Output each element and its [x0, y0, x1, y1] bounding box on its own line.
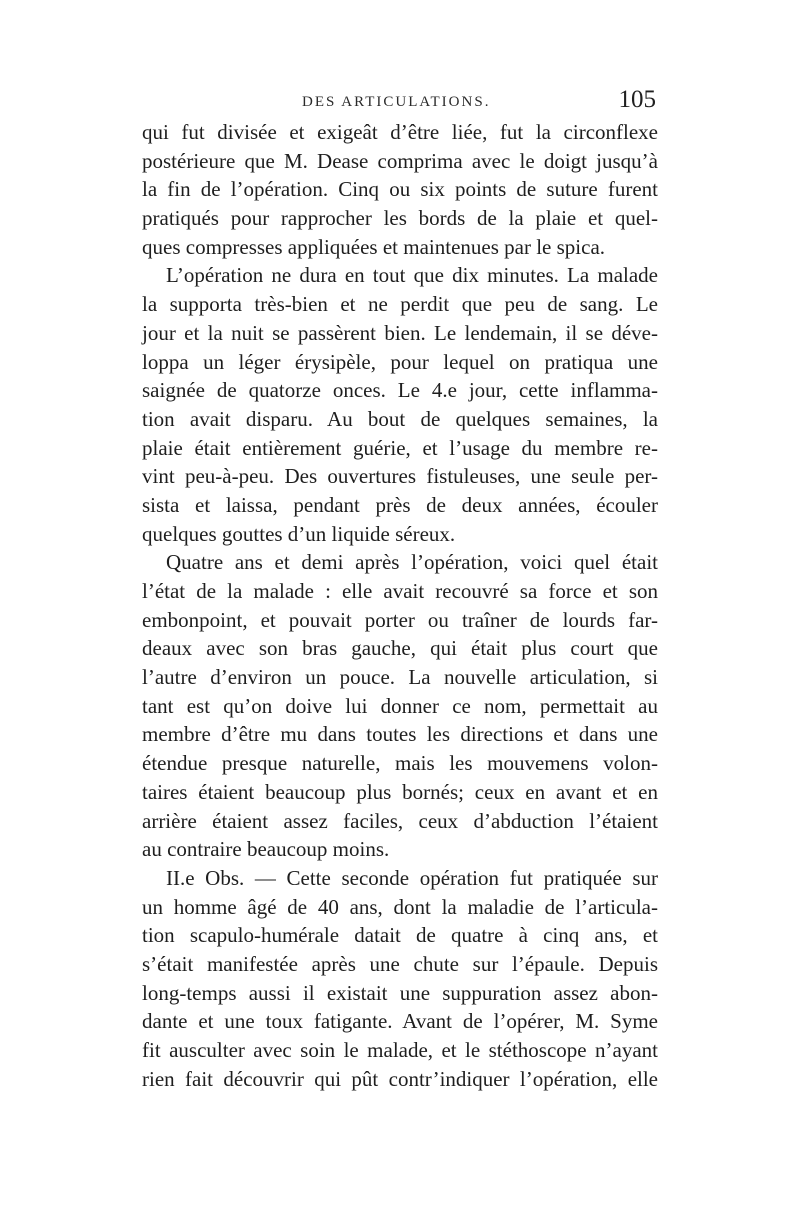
text-line: rien fait découvrir qui pût contr’indiquer l’opération, elle	[142, 1066, 658, 1091]
text-line: long-temps aussi il existait une suppuration assez abon-	[142, 980, 658, 1005]
text-line: la fin de l’opération. Cinq ou six points de suture furent	[142, 177, 658, 202]
text-line: saignée de quatorze onces. Le 4.e jour, cette inflamma-	[142, 378, 658, 403]
text-line: la supporta très-bien et ne perdit que peu de sang. Le	[142, 292, 658, 317]
running-head	[142, 86, 658, 116]
page-number: 105	[618, 86, 656, 113]
text-line: vint peu-à-peu. Des ouvertures fistuleuses, une seule per-	[142, 464, 658, 489]
text-line: pratiqués pour rapprocher les bords de la plaie et quel-	[142, 206, 658, 231]
text-line: membre d’être mu dans toutes les directions et dans une	[142, 722, 658, 747]
text-line: ques compresses appliquées et maintenues par le spica.	[142, 234, 606, 259]
text-line: deaux avec son bras gauche, qui était plus court que	[142, 636, 658, 661]
text-line: l’état de la malade : elle avait recouvré sa force et son	[142, 579, 658, 603]
text-line: L’opération ne dura en tout que dix minutes. La malade	[166, 263, 658, 288]
text-line: taires étaient beaucoup plus bornés; ceux en avant et en	[142, 779, 658, 804]
text-line: tion avait disparu. Au bout de quelques semaines, la	[142, 406, 658, 431]
text-line: II.e Obs. — Cette seconde opération fut pratiquée sur	[166, 865, 658, 890]
text-line: arrière étaient assez faciles, ceux d’abduction l’étaient	[142, 808, 658, 833]
text-line: postérieure que M. Dease comprima avec le doigt jusqu’à	[142, 148, 658, 173]
text-line: jour et la nuit se passèrent bien. Le lendemain, il se déve-	[142, 320, 658, 345]
text-line: dante et une toux fatigante. Avant de l’opérer, M. Syme	[142, 1009, 658, 1034]
text-line: un homme âgé de 40 ans, dont la maladie de l’articula-	[142, 894, 658, 919]
text-line: sista et laissa, pendant près de deux années, écouler	[142, 492, 658, 517]
text-line: embonpoint, et pouvait porter ou traîner de lourds far-	[142, 607, 658, 632]
text-line: l’autre d’environ un pouce. La nouvelle articulation, si	[142, 665, 658, 690]
text-line: au contraire beaucoup moins.	[142, 837, 390, 862]
text-line: fit ausculter avec soin le malade, et le stéthoscope n’ayant	[142, 1038, 658, 1062]
text-line: quelques gouttes d’un liquide séreux.	[142, 521, 456, 546]
body-text	[142, 118, 658, 1093]
text-line: s’était manifestée après une chute sur l’épaule. Depuis	[142, 951, 658, 976]
text-line: plaie était entièrement guérie, et l’usage du membre re-	[142, 435, 658, 460]
text-line: qui fut divisée et exigeât d’être liée, fut la circonflexe	[142, 120, 658, 144]
text-line: tion scapulo-humérale datait de quatre à cinq ans, et	[142, 923, 658, 948]
text-line: étendue presque naturelle, mais les mouvemens volon-	[142, 751, 658, 776]
text-line: Quatre ans et demi après l’opération, voici quel était	[166, 550, 658, 575]
text-line: tant est qu’on doive lui donner ce nom, permettait au	[142, 693, 658, 718]
text-line: loppa un léger érysipèle, pour lequel on pratiqua une	[142, 349, 658, 374]
running-title: DES ARTICULATIONS.	[302, 94, 491, 110]
